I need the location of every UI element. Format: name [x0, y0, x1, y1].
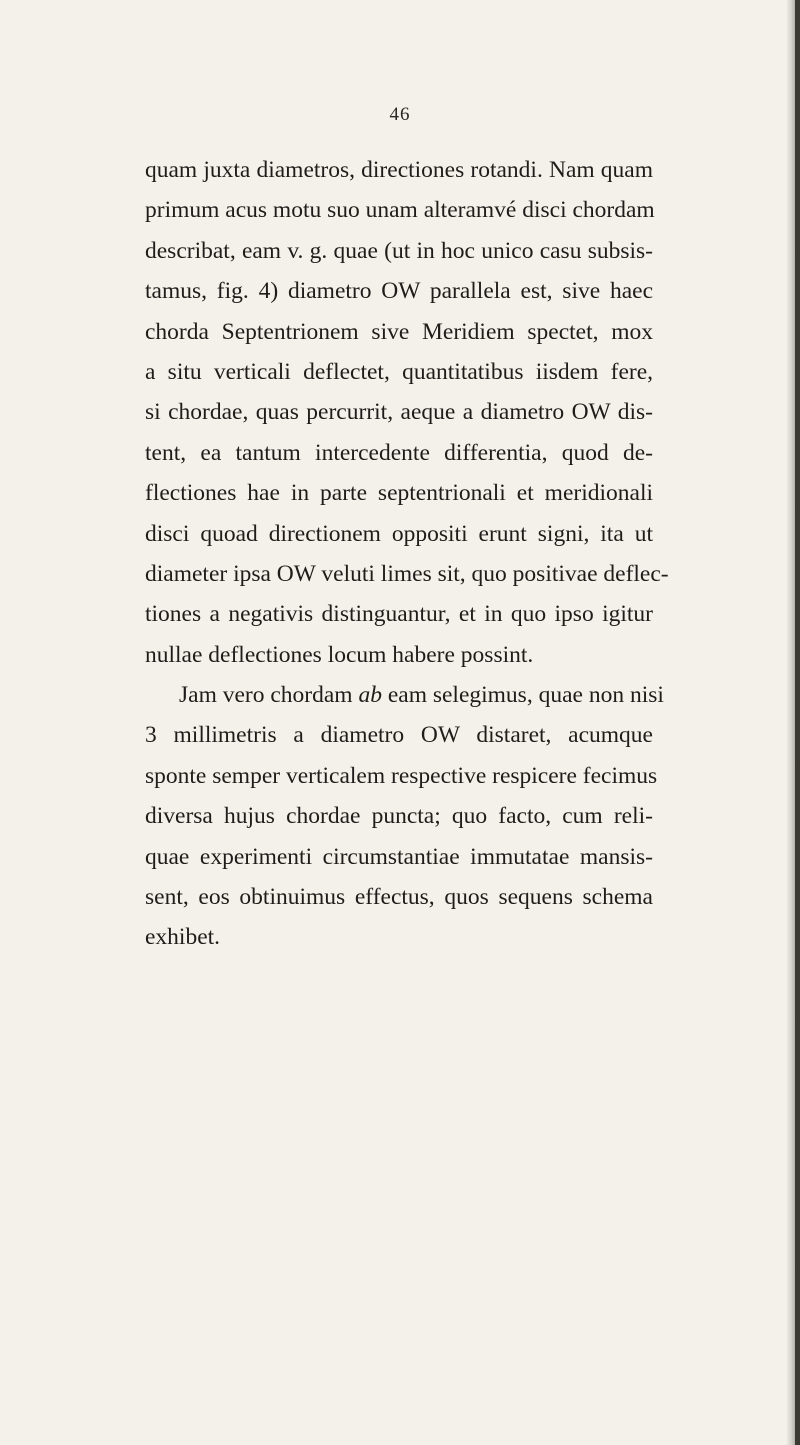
text-line-15: 3 millimetris a diametro OW distaret, acumque — [145, 722, 653, 749]
page-edge-dark — [795, 0, 800, 1445]
text-line-12: tiones a negativis distinguantur, et in quo ipso igitur — [145, 601, 653, 628]
text-line-7: si chordae, quas percurrit, aeque a diametro OW dis- — [145, 399, 653, 426]
text-line-14-start: Jam vero chordam — [179, 682, 359, 709]
text-line-14 — [145, 675, 664, 715]
text-line-16: sponte semper verticalem respective respicere fecimus — [145, 762, 658, 789]
text-line-14-italic: ab — [358, 682, 382, 709]
text-line-5: chorda Septentrionem sive Meridiem spectet, mox — [145, 318, 653, 345]
text-line-20: exhibet. — [145, 924, 221, 951]
text-line-9: flectiones hae in parte septentrionali et meridionali — [145, 480, 653, 507]
text-line-2: primum acus motu suo unam alteramvé disci chordam — [145, 197, 655, 224]
text-line-17: diversa hujus chordae puncta; quo facto, cum reli- — [145, 803, 653, 830]
page-number: 46 — [389, 104, 411, 125]
text-line-18: quae experimenti circumstantiae immutatae mansis- — [145, 843, 653, 870]
body-text — [145, 150, 669, 958]
text-line-1: quam juxta diametros, directiones rotandi. Nam quam — [145, 157, 653, 183]
text-line-19: sent, eos obtinuimus effectus, quos sequens schema — [145, 884, 653, 911]
text-line-13: nullae deflectiones locum habere possint. — [145, 641, 534, 668]
text-line-8: tent, ea tantum intercedente differentia, quod de- — [145, 439, 653, 466]
text-line-4: tamus, fig. 4) diametro OW parallela est, sive haec — [145, 278, 653, 305]
text-line-14-end: eam selegimus, quae non nisi — [381, 682, 664, 709]
text-line-10: disci quoad directionem oppositi erunt signi, ita ut — [145, 520, 653, 547]
text-line-3: describat, eam v. g. quae (ut in hoc unico casu subsis- — [145, 237, 653, 264]
text-line-11: diameter ipsa OW veluti limes sit, quo positivae deflec- — [145, 560, 669, 587]
text-line-6: a situ verticali deflectet, quantitatibus iisdem fere, — [145, 358, 653, 385]
